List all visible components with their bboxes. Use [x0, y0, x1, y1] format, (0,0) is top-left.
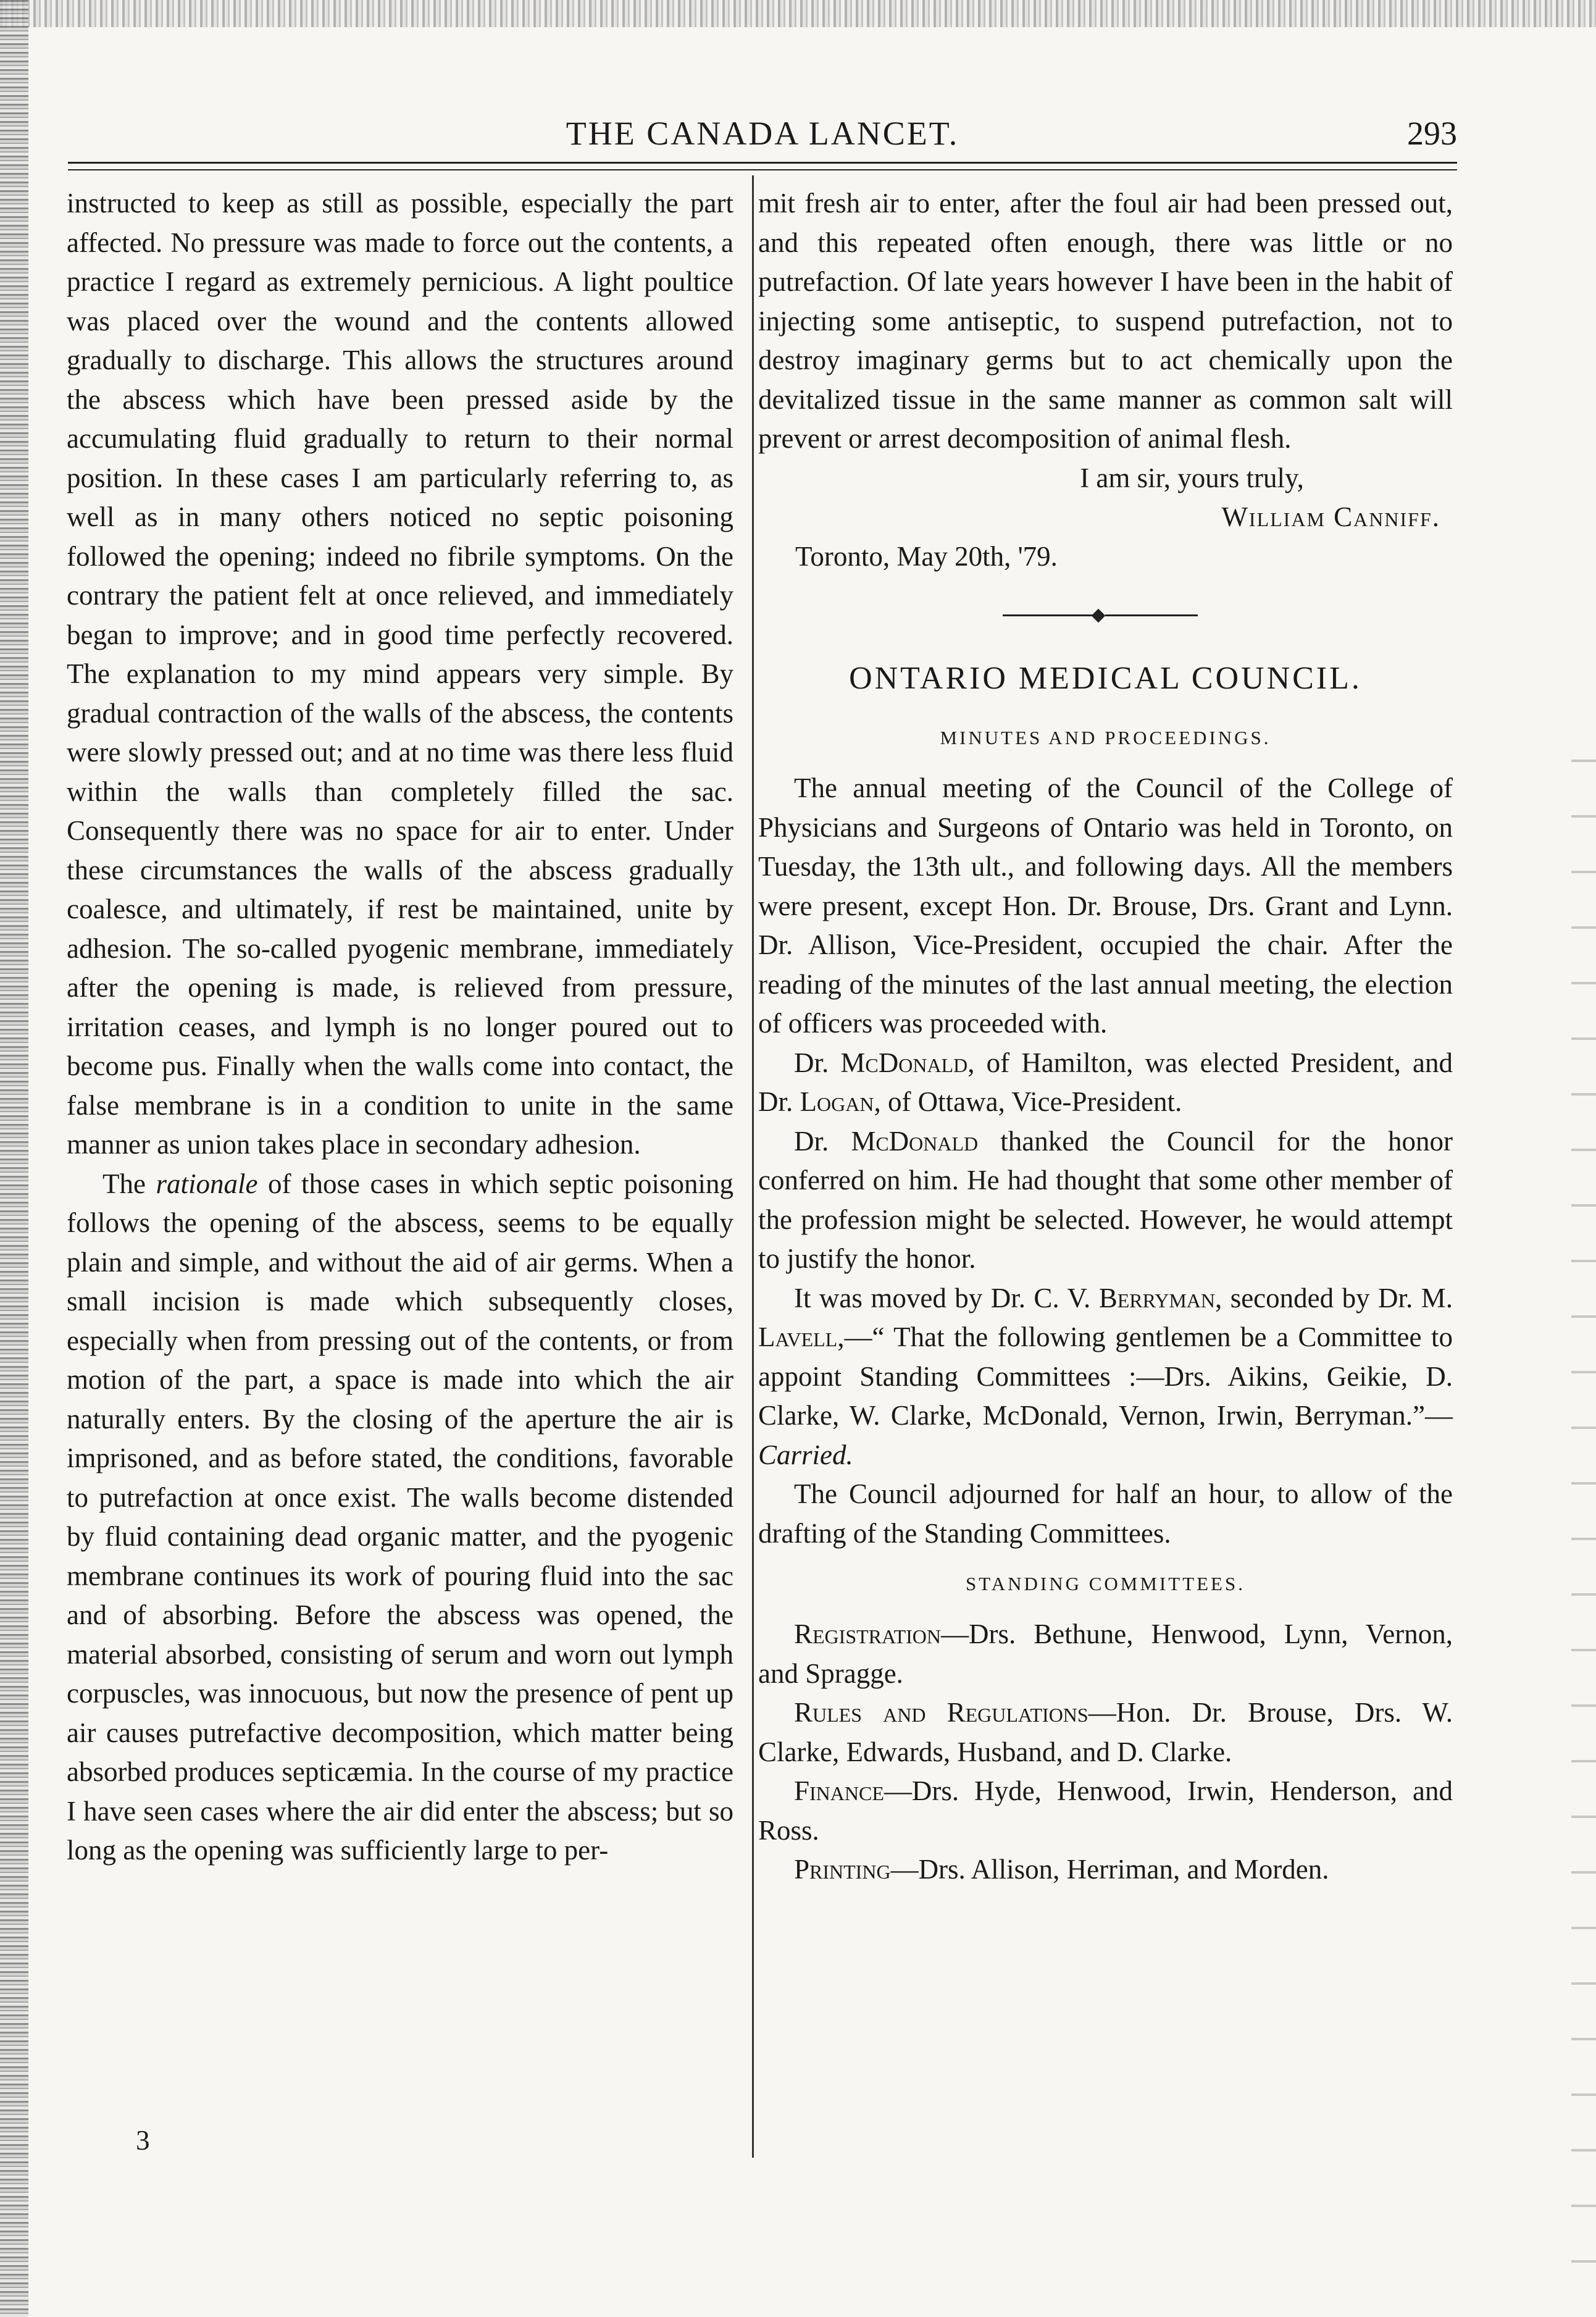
committee-entry — [758, 1615, 1453, 1693]
scan-edge-left — [0, 0, 28, 2317]
page-number: 293 — [1407, 115, 1457, 152]
election-paragraph — [758, 1044, 1453, 1122]
section-subtitle: MINUTES AND PROCEEDINGS. — [940, 727, 1271, 748]
left-paragraph-2 — [67, 1165, 733, 1871]
thanks-paragraph — [758, 1122, 1453, 1279]
right-paragraph-1: mit fresh air to enter, after the foul air had been pressed out, and this repeated often enough, there was little or no putrefaction. Of late years however I have been in the habit of injecting some antiseptic, to suspend putrefaction, not to destroy imaginary germs but to act chemically upon the devitalized tissue in the same manner as common salt will prevent or arrest decomposition of animal flesh. — [758, 188, 1453, 454]
journal-title: THE CANADA LANCET. — [566, 115, 959, 152]
scan-edge-top — [0, 0, 1596, 27]
name-mcdonald-2: McDonald — [851, 1125, 979, 1157]
header-rule — [68, 162, 1457, 164]
letter-signoff: I am sir, yours truly, — [1080, 462, 1304, 493]
name-logan: Logan — [800, 1086, 874, 1117]
motion-text-c: ,—“ That the following gentlemen be a Committee to appoint Standing Committees :—Drs. Aikins, Geikie, D. Clarke, W. Clarke, McDonald, Vernon, Irwin, Berryman.”— — [758, 1322, 1453, 1431]
letter-dateline: Toronto, May 20th, '79. — [795, 540, 1058, 572]
section-title: ONTARIO MEDICAL COUNCIL. — [849, 661, 1362, 696]
committee-name: Rules and Regulations — [794, 1697, 1088, 1728]
rationale-emphasis: rationale — [156, 1168, 258, 1199]
committee-name: Finance — [794, 1775, 884, 1806]
committee-entry — [758, 1772, 1453, 1850]
left-paragraph-2-lead: The — [102, 1168, 156, 1199]
committee-name: Printing — [794, 1854, 891, 1885]
name-mcdonald: McDonald — [840, 1047, 968, 1078]
meeting-paragraph: The annual meeting of the Council of the College of Physicians and Surgeons of Ontario was held in Toronto, on Tuesday, the 13th ult., and following days. All the members were present, except Hon. Dr. Brouse, Drs. Grant and Lynn. Dr. Allison, Vice-President, occupied the chair. After the reading of the minutes of the last annual meeting, the election of officers was proceeded with. — [758, 773, 1453, 1039]
thanks-text-a: Dr. — [794, 1125, 851, 1157]
thanks-text-b: thanked the Council for the honor conferred on him. He had thought that some other member of the profession might be selected. However, he would attempt to justify the honor. — [758, 1125, 1453, 1274]
motion-paragraph — [758, 1279, 1453, 1475]
column-divider — [752, 175, 754, 2158]
name-lavell: Lavell — [758, 1322, 838, 1352]
carried-emphasis: Carried. — [758, 1439, 853, 1470]
committee-entry — [758, 1850, 1453, 1890]
left-paragraph-2-rest: of those cases in which septic poisoning follows the opening of the abscess, seems to be equally plain and simple, and without the aid of air germs. When a small incision is made which subsequently closes, especially when from pressing out of the contents, or from motion of the part, a space is made into which the air naturally enters. By the closing of the aperture the air is imprisoned, and as before stated, the conditions, favorable to putrefaction at once exist. The walls become distended by fluid containing dead organic matter, and the pyogenic membrane continues its work of pouring fluid into the sac and of absorbing. Before the abscess was opened, the material absorbed, consisting of serum and worn out lymph corpuscles, was innocuous, but now the presence of pent up air causes putrefactive decomposition, which matter being absorbed produces septicæmia. In the course of my practice I have seen cases where the air did enter the abscess; but so long as the opening was sufficiently large to per- — [67, 1168, 733, 1866]
committee-members: —Drs. Allison, Herriman, and Morden. — [890, 1854, 1329, 1885]
election-text-b: , of Hamilton, was elected President, and Dr. — [758, 1047, 1453, 1117]
committee-name: Registration — [794, 1619, 941, 1649]
name-berryman: Berryman — [1098, 1282, 1215, 1314]
election-text-c: , of Ottawa, Vice-President. — [874, 1086, 1182, 1117]
ornament-diamond-icon — [1092, 609, 1106, 623]
printer-signature-mark: 3 — [136, 2125, 150, 2156]
motion-text-b: , seconded by Dr. M. — [1215, 1282, 1453, 1314]
right-column — [758, 184, 1453, 1890]
scan-edge-right — [1571, 741, 1596, 2285]
motion-text-a: It was moved by Dr. C. V. — [794, 1282, 1099, 1314]
committee-members: —Hon. Dr. Brouse, Drs. W. Clarke, Edwards, Husband, and D. Clarke. — [758, 1697, 1453, 1767]
ornament-line-left — [1003, 614, 1095, 616]
letter-signature: William Canniff. — [1221, 501, 1440, 532]
section-ornament — [758, 576, 1453, 650]
committee-entry — [758, 1693, 1453, 1772]
committee-members: —Drs. Hyde, Henwood, Irwin, Henderson, and Ross. — [758, 1775, 1453, 1846]
committee-members: —Drs. Bethune, Henwood, Lynn, Vernon, and Spragge. — [758, 1619, 1453, 1689]
running-head — [68, 114, 1457, 157]
adjourn-paragraph: The Council adjourned for half an hour, to allow of the drafting of the Standing Committees. — [758, 1478, 1453, 1549]
election-text-a: Dr. — [794, 1047, 841, 1078]
left-column — [67, 184, 733, 1871]
header-rule-thin — [68, 169, 1457, 170]
left-paragraph-1: instructed to keep as still as possible, especially the part affected. No pressure was made to force out the contents, a practice I regard as extremely pernicious. A light poultice was placed over the wound and the contents allowed gradually to discharge. This allows the structures around the abscess which have been pressed aside by the accumulating fluid gradually to return to their normal position. In these cases I am particularly referring to, as well as in many others noticed no septic poisoning followed the opening; indeed no fibrile symptoms. On the contrary the patient felt at once relieved, and immediately began to improve; and in good time perfectly recovered. The explanation to my mind appears very simple. By gradual contraction of the walls of the abscess, the contents were slowly pressed out; and at no time was there less fluid within the walls than completely filled the sac. Consequently there was no space for air to enter. Under these circumstances the walls of the abscess gradually coalesce, and ultimately, if rest be maintained, unite by adhesion. The so-called pyogenic membrane, immediately after the opening is made, is relieved from pressure, irritation ceases, and lymph is no longer poured out to become pus. Finally when the walls come into contact, the false membrane is in a condition to unite in the same manner as union takes place in secondary adhesion. — [67, 188, 733, 1160]
committees-heading: STANDING COMMITTEES. — [966, 1573, 1245, 1594]
ornament-line-right — [1105, 614, 1198, 616]
